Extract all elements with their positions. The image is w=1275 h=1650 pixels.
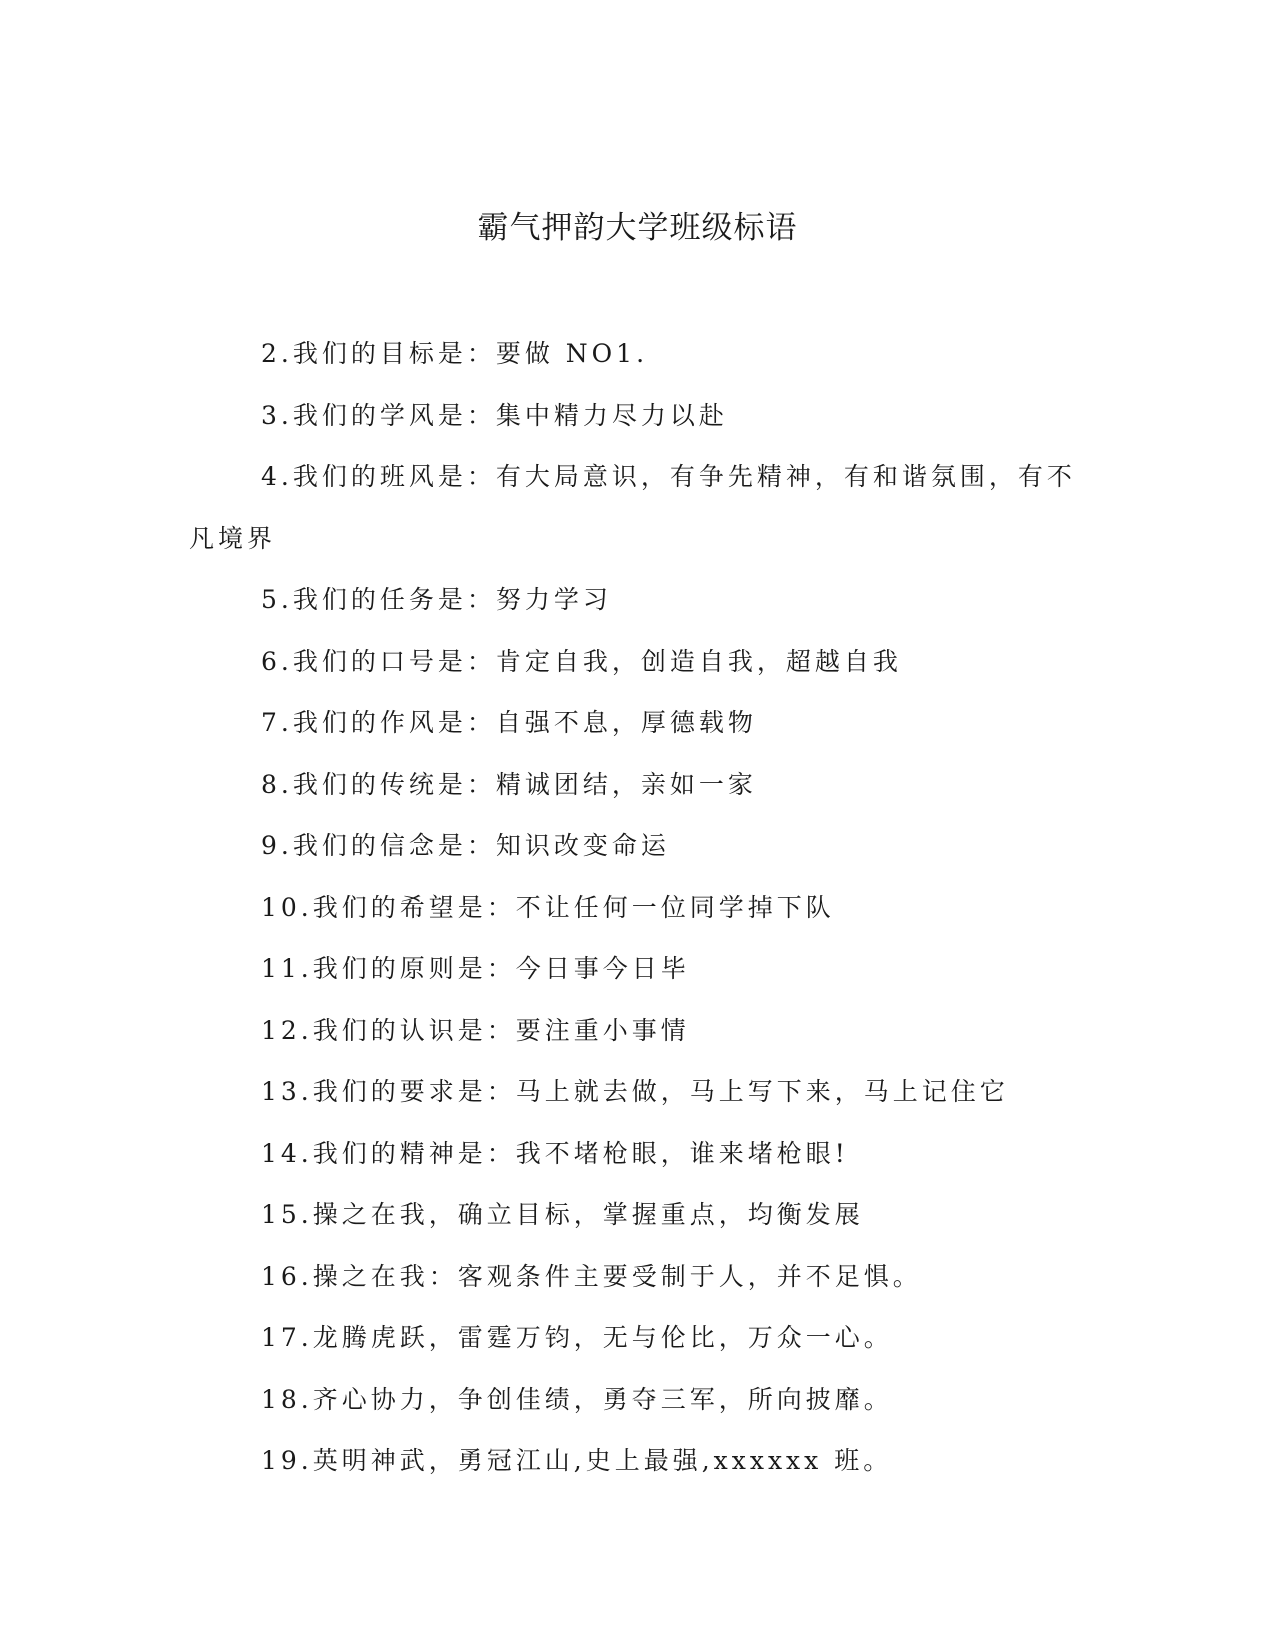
slogan-item: 15.操之在我，确立目标，掌握重点，均衡发展 <box>261 1200 864 1229</box>
slogan-item: 7.我们的作风是：自强不息，厚德载物 <box>261 708 757 737</box>
slogan-item: 17.龙腾虎跃，雷霆万钧，无与伦比，万众一心。 <box>261 1323 893 1352</box>
slogan-item: 14.我们的精神是：我不堵枪眼，谁来堵枪眼! <box>261 1138 849 1168</box>
slogan-item: 5.我们的任务是：努力学习 <box>261 585 612 614</box>
slogan-item: 2.我们的目标是：要做 NO1. <box>261 339 649 368</box>
slogan-item: 19.英明神武，勇冠江山,史上最强,xxxxxx 班。 <box>261 1446 893 1475</box>
slogan-item: 3.我们的学风是：集中精力尽力以赴 <box>261 400 728 430</box>
slogan-item: 12.我们的认识是：要注重小事情 <box>261 1015 690 1045</box>
slogan-item: 8.我们的传统是：精诚团结，亲如一家 <box>261 769 757 799</box>
slogan-item: 6.我们的口号是：肯定自我，创造自我，超越自我 <box>261 646 902 676</box>
slogan-item: 13.我们的要求是：马上就去做，马上写下来，马上记住它 <box>261 1077 1009 1106</box>
slogan-item: 9.我们的信念是：知识改变命运 <box>261 831 670 860</box>
document-title: 霸气押韵大学班级标语 <box>477 210 798 246</box>
slogan-item: 16.操之在我：客观条件主要受制于人，并不足惧。 <box>261 1261 922 1291</box>
slogan-item: 18.齐心协力，争创佳绩，勇夺三军，所向披靡。 <box>261 1384 893 1414</box>
slogan-item: 4.我们的班风是：有大局意识，有争先精神，有和谐氛围，有不凡境界 <box>189 462 1076 553</box>
slogan-item: 10.我们的希望是：不让任何一位同学掉下队 <box>261 892 835 922</box>
slogan-item: 11.我们的原则是：今日事今日毕 <box>261 954 690 983</box>
slogan-list <box>189 323 1079 1492</box>
